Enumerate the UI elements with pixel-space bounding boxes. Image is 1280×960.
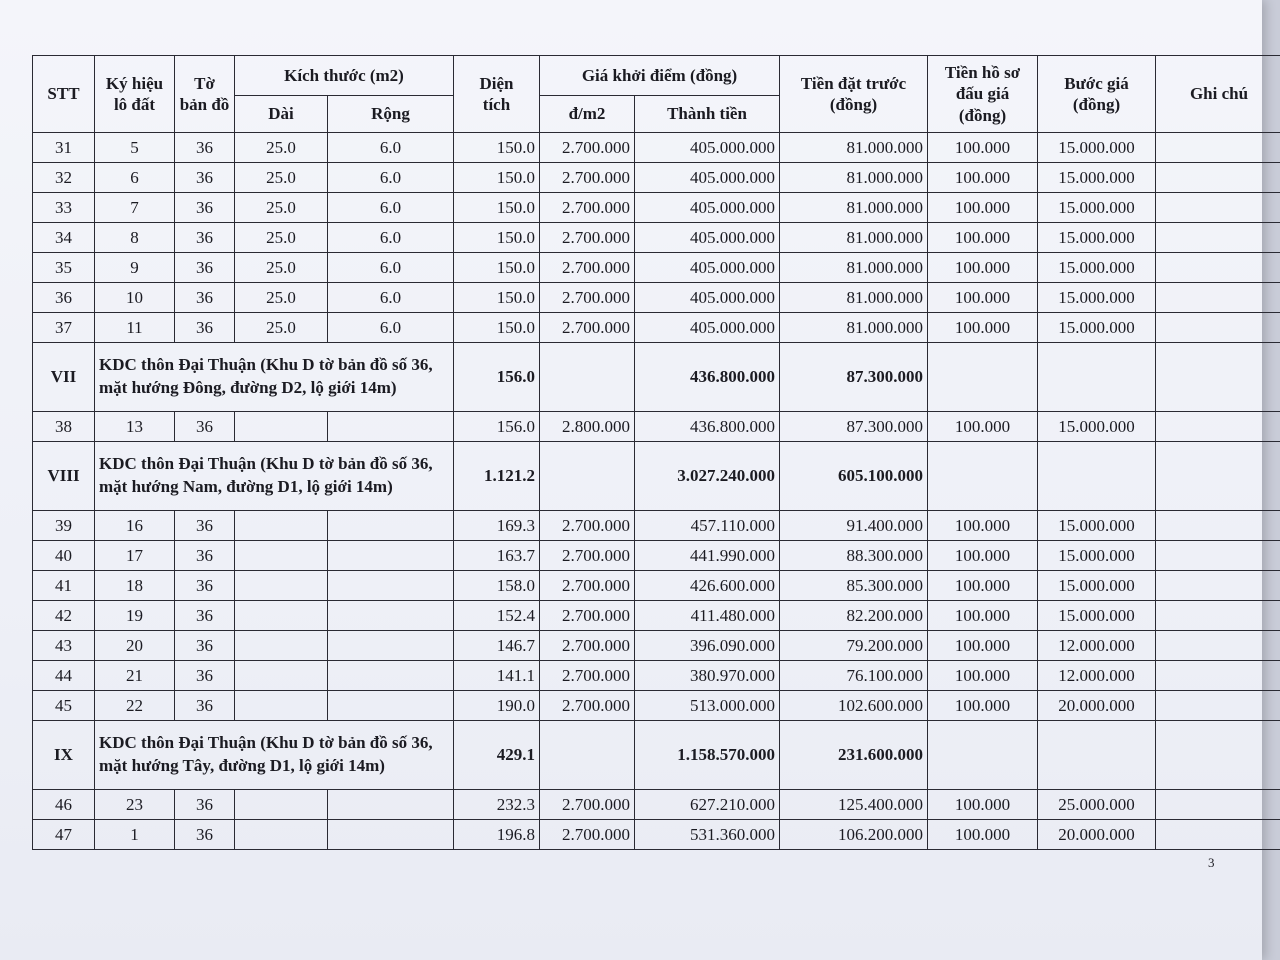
cell-ky-hieu: 8 xyxy=(95,223,175,253)
cell-tien-dat-truoc: 81.000.000 xyxy=(780,133,928,163)
table-row xyxy=(33,790,1280,820)
cell-stt: 47 xyxy=(33,820,95,850)
cell-to-ban-do: 36 xyxy=(175,223,235,253)
cell-rong: 6.0 xyxy=(328,223,454,253)
cell-to-ban-do: 36 xyxy=(175,283,235,313)
cell-tien-dat-truoc: 76.100.000 xyxy=(780,661,928,691)
cell-dai: 25.0 xyxy=(235,193,328,223)
cell-buoc-gia: 15.000.000 xyxy=(1038,601,1156,631)
cell-d-m2: 2.700.000 xyxy=(540,820,635,850)
group-empty-buocgia xyxy=(1038,442,1156,511)
cell-tien-ho-so: 100.000 xyxy=(928,313,1038,343)
header-dien-tich: Diện tích xyxy=(454,56,540,133)
cell-dai: 25.0 xyxy=(235,253,328,283)
group-empty-dm2 xyxy=(540,721,635,790)
cell-ghi-chu xyxy=(1156,631,1280,661)
cell-ghi-chu xyxy=(1156,133,1280,163)
table-row xyxy=(33,541,1280,571)
cell-thanh-tien: 405.000.000 xyxy=(635,163,780,193)
cell-d-m2: 2.700.000 xyxy=(540,691,635,721)
group-row xyxy=(33,343,1280,412)
group-roman-numeral: VIII xyxy=(33,442,95,511)
cell-rong: 6.0 xyxy=(328,313,454,343)
table-row xyxy=(33,820,1280,850)
cell-thanh-tien: 405.000.000 xyxy=(635,313,780,343)
header-buoc-gia: Bước giá (đồng) xyxy=(1038,56,1156,133)
cell-to-ban-do: 36 xyxy=(175,133,235,163)
cell-dien-tich: 150.0 xyxy=(454,253,540,283)
group-deposit: 605.100.000 xyxy=(780,442,928,511)
cell-ky-hieu: 1 xyxy=(95,820,175,850)
cell-dai xyxy=(235,541,328,571)
cell-ky-hieu: 7 xyxy=(95,193,175,223)
cell-ky-hieu: 18 xyxy=(95,571,175,601)
cell-ghi-chu xyxy=(1156,790,1280,820)
cell-to-ban-do: 36 xyxy=(175,571,235,601)
cell-ky-hieu: 16 xyxy=(95,511,175,541)
cell-buoc-gia: 20.000.000 xyxy=(1038,691,1156,721)
cell-thanh-tien: 411.480.000 xyxy=(635,601,780,631)
group-name: KDC thôn Đại Thuận (Khu D tờ bản đồ số 36, mặt hướng Đông, đường D2, lộ giới 14m) xyxy=(95,343,454,412)
cell-ky-hieu: 17 xyxy=(95,541,175,571)
cell-dai xyxy=(235,601,328,631)
cell-stt: 40 xyxy=(33,541,95,571)
cell-d-m2: 2.700.000 xyxy=(540,661,635,691)
cell-ky-hieu: 9 xyxy=(95,253,175,283)
cell-to-ban-do: 36 xyxy=(175,313,235,343)
group-empty-ghichu xyxy=(1156,721,1280,790)
cell-tien-ho-so: 100.000 xyxy=(928,631,1038,661)
cell-tien-dat-truoc: 81.000.000 xyxy=(780,223,928,253)
cell-ky-hieu: 6 xyxy=(95,163,175,193)
cell-buoc-gia: 15.000.000 xyxy=(1038,571,1156,601)
cell-d-m2: 2.700.000 xyxy=(540,313,635,343)
cell-rong xyxy=(328,661,454,691)
cell-ghi-chu xyxy=(1156,541,1280,571)
cell-rong: 6.0 xyxy=(328,133,454,163)
table-row xyxy=(33,601,1280,631)
cell-ghi-chu xyxy=(1156,193,1280,223)
cell-buoc-gia: 15.000.000 xyxy=(1038,313,1156,343)
cell-tien-dat-truoc: 106.200.000 xyxy=(780,820,928,850)
header-to-ban-do: Tờ bản đồ xyxy=(175,56,235,133)
cell-rong xyxy=(328,631,454,661)
group-area: 1.121.2 xyxy=(454,442,540,511)
cell-to-ban-do: 36 xyxy=(175,691,235,721)
cell-buoc-gia: 15.000.000 xyxy=(1038,193,1156,223)
cell-d-m2: 2.700.000 xyxy=(540,133,635,163)
cell-dai: 25.0 xyxy=(235,163,328,193)
cell-ky-hieu: 13 xyxy=(95,412,175,442)
table-row xyxy=(33,661,1280,691)
header-dai: Dài xyxy=(235,96,328,133)
cell-rong xyxy=(328,820,454,850)
cell-d-m2: 2.700.000 xyxy=(540,511,635,541)
cell-dien-tich: 150.0 xyxy=(454,223,540,253)
cell-ky-hieu: 5 xyxy=(95,133,175,163)
cell-ghi-chu xyxy=(1156,313,1280,343)
table-row xyxy=(33,313,1280,343)
group-empty-ghichu xyxy=(1156,442,1280,511)
group-empty-ghichu xyxy=(1156,343,1280,412)
cell-rong: 6.0 xyxy=(328,163,454,193)
cell-dien-tich: 156.0 xyxy=(454,412,540,442)
table-row xyxy=(33,133,1280,163)
cell-rong xyxy=(328,541,454,571)
cell-buoc-gia: 15.000.000 xyxy=(1038,283,1156,313)
cell-tien-ho-so: 100.000 xyxy=(928,283,1038,313)
header-kich-thuoc: Kích thước (m2) xyxy=(235,56,454,96)
cell-tien-dat-truoc: 91.400.000 xyxy=(780,511,928,541)
cell-to-ban-do: 36 xyxy=(175,820,235,850)
cell-ky-hieu: 21 xyxy=(95,661,175,691)
cell-tien-dat-truoc: 87.300.000 xyxy=(780,412,928,442)
cell-dai xyxy=(235,631,328,661)
table-row xyxy=(33,193,1280,223)
group-name: KDC thôn Đại Thuận (Khu D tờ bản đồ số 36, mặt hướng Nam, đường D1, lộ giới 14m) xyxy=(95,442,454,511)
cell-buoc-gia: 20.000.000 xyxy=(1038,820,1156,850)
cell-tien-ho-so: 100.000 xyxy=(928,412,1038,442)
cell-to-ban-do: 36 xyxy=(175,163,235,193)
cell-dien-tich: 169.3 xyxy=(454,511,540,541)
cell-thanh-tien: 405.000.000 xyxy=(635,223,780,253)
cell-d-m2: 2.700.000 xyxy=(540,571,635,601)
group-row xyxy=(33,721,1280,790)
cell-ghi-chu xyxy=(1156,601,1280,631)
cell-stt: 41 xyxy=(33,571,95,601)
group-name: KDC thôn Đại Thuận (Khu D tờ bản đồ số 36, mặt hướng Tây, đường D1, lộ giới 14m) xyxy=(95,721,454,790)
cell-tien-dat-truoc: 81.000.000 xyxy=(780,313,928,343)
cell-thanh-tien: 405.000.000 xyxy=(635,133,780,163)
cell-d-m2: 2.700.000 xyxy=(540,163,635,193)
cell-ky-hieu: 23 xyxy=(95,790,175,820)
cell-dai: 25.0 xyxy=(235,283,328,313)
header-ky-hieu: Ký hiệu lô đất xyxy=(95,56,175,133)
cell-rong: 6.0 xyxy=(328,193,454,223)
cell-ky-hieu: 22 xyxy=(95,691,175,721)
cell-ghi-chu xyxy=(1156,661,1280,691)
cell-stt: 33 xyxy=(33,193,95,223)
header-ghi-chu: Ghi chú xyxy=(1156,56,1280,133)
cell-tien-ho-so: 100.000 xyxy=(928,691,1038,721)
cell-stt: 35 xyxy=(33,253,95,283)
header-gia-khoi-diem: Giá khởi điểm (đồng) xyxy=(540,56,780,96)
cell-stt: 32 xyxy=(33,163,95,193)
cell-tien-dat-truoc: 81.000.000 xyxy=(780,253,928,283)
cell-d-m2: 2.700.000 xyxy=(540,253,635,283)
cell-thanh-tien: 441.990.000 xyxy=(635,541,780,571)
cell-dien-tich: 150.0 xyxy=(454,133,540,163)
cell-tien-dat-truoc: 85.300.000 xyxy=(780,571,928,601)
cell-tien-dat-truoc: 82.200.000 xyxy=(780,601,928,631)
cell-rong xyxy=(328,511,454,541)
cell-d-m2: 2.700.000 xyxy=(540,223,635,253)
group-empty-hoso xyxy=(928,721,1038,790)
header-tien-ho-so: Tiền hồ sơ đấu giá (đồng) xyxy=(928,56,1038,133)
cell-tien-ho-so: 100.000 xyxy=(928,571,1038,601)
cell-dien-tich: 232.3 xyxy=(454,790,540,820)
cell-ghi-chu xyxy=(1156,283,1280,313)
cell-tien-ho-so: 100.000 xyxy=(928,541,1038,571)
cell-dien-tich: 196.8 xyxy=(454,820,540,850)
group-empty-buocgia xyxy=(1038,343,1156,412)
table-row xyxy=(33,412,1280,442)
table-body xyxy=(33,133,1280,850)
cell-dai xyxy=(235,571,328,601)
cell-tien-ho-so: 100.000 xyxy=(928,223,1038,253)
cell-stt: 46 xyxy=(33,790,95,820)
cell-ky-hieu: 10 xyxy=(95,283,175,313)
cell-buoc-gia: 25.000.000 xyxy=(1038,790,1156,820)
cell-ghi-chu xyxy=(1156,412,1280,442)
table-row xyxy=(33,691,1280,721)
table-row xyxy=(33,631,1280,661)
group-empty-dm2 xyxy=(540,343,635,412)
group-empty-hoso xyxy=(928,343,1038,412)
cell-dien-tich: 150.0 xyxy=(454,163,540,193)
cell-thanh-tien: 405.000.000 xyxy=(635,193,780,223)
cell-tien-ho-so: 100.000 xyxy=(928,133,1038,163)
cell-stt: 42 xyxy=(33,601,95,631)
cell-buoc-gia: 15.000.000 xyxy=(1038,253,1156,283)
cell-thanh-tien: 531.360.000 xyxy=(635,820,780,850)
cell-buoc-gia: 15.000.000 xyxy=(1038,133,1156,163)
cell-dai xyxy=(235,661,328,691)
cell-dien-tich: 150.0 xyxy=(454,313,540,343)
cell-ghi-chu xyxy=(1156,253,1280,283)
cell-tien-dat-truoc: 88.300.000 xyxy=(780,541,928,571)
cell-ky-hieu: 19 xyxy=(95,601,175,631)
cell-thanh-tien: 396.090.000 xyxy=(635,631,780,661)
group-area: 156.0 xyxy=(454,343,540,412)
cell-buoc-gia: 15.000.000 xyxy=(1038,412,1156,442)
cell-ghi-chu xyxy=(1156,571,1280,601)
header-tien-dat-truoc: Tiền đặt trước (đồng) xyxy=(780,56,928,133)
cell-to-ban-do: 36 xyxy=(175,541,235,571)
auction-price-table xyxy=(32,55,1280,850)
cell-thanh-tien: 513.000.000 xyxy=(635,691,780,721)
cell-stt: 38 xyxy=(33,412,95,442)
cell-dien-tich: 150.0 xyxy=(454,283,540,313)
cell-tien-ho-so: 100.000 xyxy=(928,253,1038,283)
header-d-m2: đ/m2 xyxy=(540,96,635,133)
group-empty-buocgia xyxy=(1038,721,1156,790)
cell-thanh-tien: 457.110.000 xyxy=(635,511,780,541)
header-thanh-tien: Thành tiền xyxy=(635,96,780,133)
cell-tien-ho-so: 100.000 xyxy=(928,661,1038,691)
header-rong: Rộng xyxy=(328,96,454,133)
cell-ky-hieu: 20 xyxy=(95,631,175,661)
group-total: 1.158.570.000 xyxy=(635,721,780,790)
cell-tien-ho-so: 100.000 xyxy=(928,193,1038,223)
cell-dai: 25.0 xyxy=(235,133,328,163)
cell-dien-tich: 150.0 xyxy=(454,193,540,223)
cell-buoc-gia: 15.000.000 xyxy=(1038,223,1156,253)
cell-tien-dat-truoc: 81.000.000 xyxy=(780,193,928,223)
cell-to-ban-do: 36 xyxy=(175,601,235,631)
cell-buoc-gia: 12.000.000 xyxy=(1038,631,1156,661)
cell-thanh-tien: 426.600.000 xyxy=(635,571,780,601)
cell-stt: 36 xyxy=(33,283,95,313)
cell-d-m2: 2.700.000 xyxy=(540,631,635,661)
cell-dien-tich: 141.1 xyxy=(454,661,540,691)
cell-tien-dat-truoc: 81.000.000 xyxy=(780,283,928,313)
cell-dai xyxy=(235,820,328,850)
header-stt: STT xyxy=(33,56,95,133)
cell-tien-ho-so: 100.000 xyxy=(928,163,1038,193)
group-empty-dm2 xyxy=(540,442,635,511)
cell-dien-tich: 190.0 xyxy=(454,691,540,721)
cell-d-m2: 2.700.000 xyxy=(540,601,635,631)
table-row xyxy=(33,511,1280,541)
cell-stt: 43 xyxy=(33,631,95,661)
cell-ghi-chu xyxy=(1156,163,1280,193)
cell-rong: 6.0 xyxy=(328,253,454,283)
group-deposit: 231.600.000 xyxy=(780,721,928,790)
cell-stt: 31 xyxy=(33,133,95,163)
table-row xyxy=(33,571,1280,601)
cell-to-ban-do: 36 xyxy=(175,412,235,442)
cell-d-m2: 2.700.000 xyxy=(540,790,635,820)
cell-dien-tich: 158.0 xyxy=(454,571,540,601)
cell-thanh-tien: 380.970.000 xyxy=(635,661,780,691)
cell-dai xyxy=(235,790,328,820)
cell-tien-dat-truoc: 79.200.000 xyxy=(780,631,928,661)
cell-buoc-gia: 15.000.000 xyxy=(1038,511,1156,541)
group-roman-numeral: IX xyxy=(33,721,95,790)
cell-ghi-chu xyxy=(1156,691,1280,721)
cell-to-ban-do: 36 xyxy=(175,631,235,661)
cell-dien-tich: 146.7 xyxy=(454,631,540,661)
cell-ghi-chu xyxy=(1156,820,1280,850)
cell-tien-ho-so: 100.000 xyxy=(928,601,1038,631)
group-total: 436.800.000 xyxy=(635,343,780,412)
cell-buoc-gia: 12.000.000 xyxy=(1038,661,1156,691)
cell-tien-dat-truoc: 102.600.000 xyxy=(780,691,928,721)
cell-rong xyxy=(328,571,454,601)
cell-to-ban-do: 36 xyxy=(175,790,235,820)
cell-dai xyxy=(235,691,328,721)
cell-to-ban-do: 36 xyxy=(175,661,235,691)
cell-d-m2: 2.800.000 xyxy=(540,412,635,442)
group-area: 429.1 xyxy=(454,721,540,790)
cell-tien-dat-truoc: 81.000.000 xyxy=(780,163,928,193)
group-empty-hoso xyxy=(928,442,1038,511)
cell-rong xyxy=(328,790,454,820)
cell-stt: 34 xyxy=(33,223,95,253)
cell-to-ban-do: 36 xyxy=(175,511,235,541)
cell-rong xyxy=(328,691,454,721)
cell-ghi-chu xyxy=(1156,511,1280,541)
cell-stt: 39 xyxy=(33,511,95,541)
cell-to-ban-do: 36 xyxy=(175,193,235,223)
cell-rong xyxy=(328,601,454,631)
cell-tien-ho-so: 100.000 xyxy=(928,511,1038,541)
group-row xyxy=(33,442,1280,511)
cell-d-m2: 2.700.000 xyxy=(540,283,635,313)
cell-to-ban-do: 36 xyxy=(175,253,235,283)
cell-dien-tich: 163.7 xyxy=(454,541,540,571)
group-deposit: 87.300.000 xyxy=(780,343,928,412)
cell-buoc-gia: 15.000.000 xyxy=(1038,541,1156,571)
cell-thanh-tien: 405.000.000 xyxy=(635,253,780,283)
cell-thanh-tien: 405.000.000 xyxy=(635,283,780,313)
cell-stt: 37 xyxy=(33,313,95,343)
cell-tien-ho-so: 100.000 xyxy=(928,790,1038,820)
cell-dai: 25.0 xyxy=(235,223,328,253)
cell-thanh-tien: 436.800.000 xyxy=(635,412,780,442)
cell-dai xyxy=(235,511,328,541)
cell-ky-hieu: 11 xyxy=(95,313,175,343)
cell-stt: 44 xyxy=(33,661,95,691)
table-row xyxy=(33,283,1280,313)
cell-rong xyxy=(328,412,454,442)
group-roman-numeral: VII xyxy=(33,343,95,412)
cell-dai xyxy=(235,412,328,442)
page-number: 3 xyxy=(1208,855,1215,870)
cell-d-m2: 2.700.000 xyxy=(540,193,635,223)
cell-buoc-gia: 15.000.000 xyxy=(1038,163,1156,193)
cell-dai: 25.0 xyxy=(235,313,328,343)
cell-dien-tich: 152.4 xyxy=(454,601,540,631)
group-total: 3.027.240.000 xyxy=(635,442,780,511)
cell-rong: 6.0 xyxy=(328,283,454,313)
table-row xyxy=(33,253,1280,283)
cell-stt: 45 xyxy=(33,691,95,721)
cell-tien-dat-truoc: 125.400.000 xyxy=(780,790,928,820)
table-row xyxy=(33,223,1280,253)
cell-thanh-tien: 627.210.000 xyxy=(635,790,780,820)
cell-tien-ho-so: 100.000 xyxy=(928,820,1038,850)
table-row xyxy=(33,163,1280,193)
cell-d-m2: 2.700.000 xyxy=(540,541,635,571)
cell-ghi-chu xyxy=(1156,223,1280,253)
